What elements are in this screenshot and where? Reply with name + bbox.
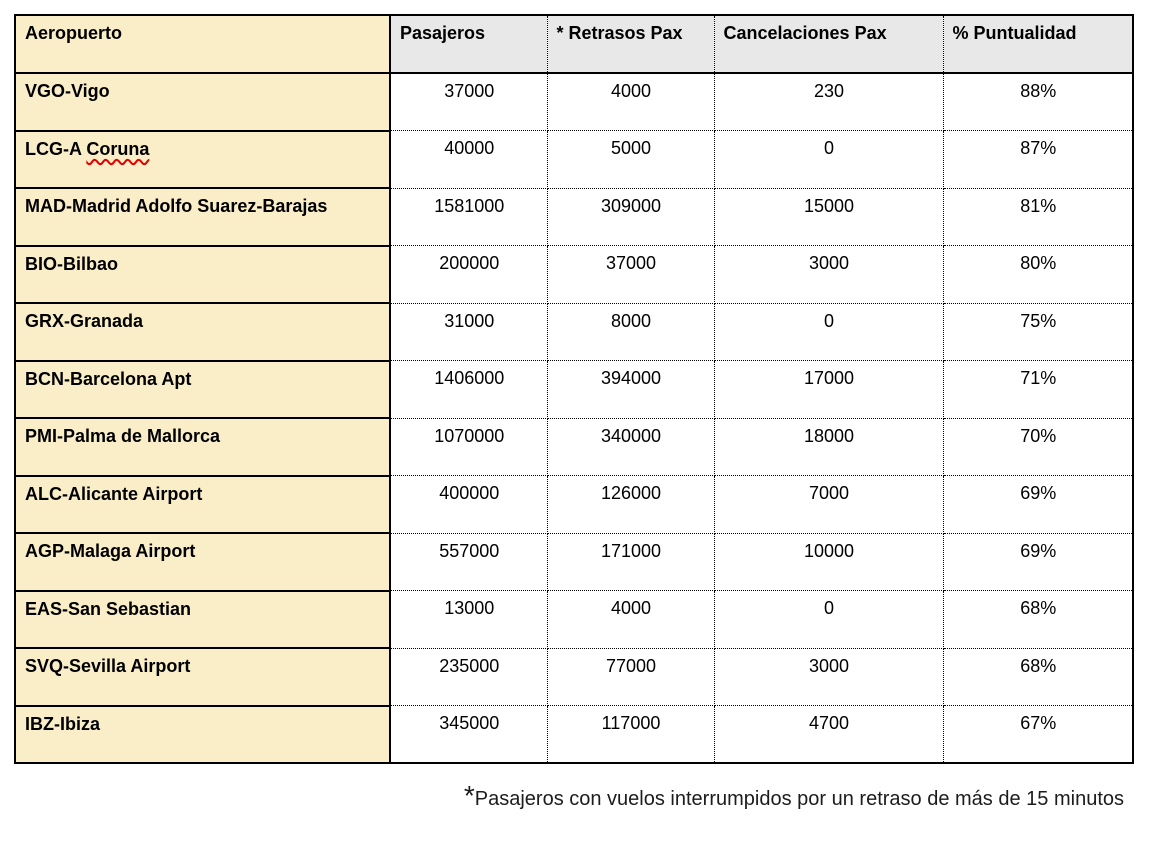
- table-row: [15, 73, 1133, 131]
- pasajeros-cell: 345000: [390, 706, 547, 764]
- header-row: [15, 15, 1133, 73]
- retrasos-pax-cell: 309000: [547, 188, 714, 246]
- cancelaciones-pax-cell: 18000: [714, 418, 943, 476]
- table-row: [15, 591, 1133, 649]
- retrasos-pax-cell: 77000: [547, 648, 714, 706]
- puntualidad-cell: 81%: [943, 188, 1133, 246]
- retrasos-pax-cell: 117000: [547, 706, 714, 764]
- puntualidad-cell: 68%: [943, 591, 1133, 649]
- pasajeros-cell: 1581000: [390, 188, 547, 246]
- pasajeros-cell: 40000: [390, 131, 547, 189]
- table-body: [15, 73, 1133, 763]
- column-header-aeropuerto: Aeropuerto: [15, 15, 390, 73]
- retrasos-pax-cell: 126000: [547, 476, 714, 534]
- retrasos-pax-cell: 8000: [547, 303, 714, 361]
- table-row: [15, 188, 1133, 246]
- puntualidad-cell: 88%: [943, 73, 1133, 131]
- airport-name-text: LCG-A: [25, 138, 87, 159]
- pasajeros-cell: 235000: [390, 648, 547, 706]
- cancelaciones-pax-cell: 0: [714, 591, 943, 649]
- column-header-puntualidad: % Puntualidad: [943, 15, 1133, 73]
- footnote-asterisk: *: [463, 780, 475, 811]
- cancelaciones-pax-cell: 3000: [714, 648, 943, 706]
- pasajeros-cell: 200000: [390, 246, 547, 304]
- footnote: [14, 780, 1124, 811]
- airport-name-cell: PMI-Palma de Mallorca: [15, 418, 390, 476]
- retrasos-pax-cell: 5000: [547, 131, 714, 189]
- puntualidad-cell: 70%: [943, 418, 1133, 476]
- puntualidad-cell: 69%: [943, 476, 1133, 534]
- cancelaciones-pax-cell: 230: [714, 73, 943, 131]
- table-row: [15, 246, 1133, 304]
- table-header: [15, 15, 1133, 73]
- airport-name-cell: MAD-Madrid Adolfo Suarez-Barajas: [15, 188, 390, 246]
- column-header-pasajeros: Pasajeros: [390, 15, 547, 73]
- airport-name-cell: IBZ-Ibiza: [15, 706, 390, 764]
- retrasos-pax-cell: 37000: [547, 246, 714, 304]
- puntualidad-cell: 69%: [943, 533, 1133, 591]
- airport-name-cell: VGO-Vigo: [15, 73, 390, 131]
- airports-table: [14, 14, 1134, 764]
- retrasos-pax-cell: 340000: [547, 418, 714, 476]
- table-row: [15, 476, 1133, 534]
- column-header-retrasos-pax: * Retrasos Pax: [547, 15, 714, 73]
- cancelaciones-pax-cell: 10000: [714, 533, 943, 591]
- table-row: [15, 361, 1133, 419]
- puntualidad-cell: 68%: [943, 648, 1133, 706]
- cancelaciones-pax-cell: 0: [714, 303, 943, 361]
- table-row: [15, 303, 1133, 361]
- table-row: [15, 648, 1133, 706]
- cancelaciones-pax-cell: 3000: [714, 246, 943, 304]
- retrasos-pax-cell: 394000: [547, 361, 714, 419]
- cancelaciones-pax-cell: 15000: [714, 188, 943, 246]
- airport-name-cell: BIO-Bilbao: [15, 246, 390, 304]
- retrasos-pax-cell: 4000: [547, 73, 714, 131]
- airport-name-cell: ALC-Alicante Airport: [15, 476, 390, 534]
- puntualidad-cell: 71%: [943, 361, 1133, 419]
- table-row: [15, 706, 1133, 764]
- airport-name-cell: GRX-Granada: [15, 303, 390, 361]
- pasajeros-cell: 1070000: [390, 418, 547, 476]
- pasajeros-cell: 31000: [390, 303, 547, 361]
- airport-name-cell: SVQ-Sevilla Airport: [15, 648, 390, 706]
- cancelaciones-pax-cell: 7000: [714, 476, 943, 534]
- puntualidad-cell: 75%: [943, 303, 1133, 361]
- pasajeros-cell: 1406000: [390, 361, 547, 419]
- retrasos-pax-cell: 171000: [547, 533, 714, 591]
- retrasos-pax-cell: 4000: [547, 591, 714, 649]
- table-row: [15, 418, 1133, 476]
- cancelaciones-pax-cell: 17000: [714, 361, 943, 419]
- puntualidad-cell: 87%: [943, 131, 1133, 189]
- airport-name-cell: AGP-Malaga Airport: [15, 533, 390, 591]
- pasajeros-cell: 37000: [390, 73, 547, 131]
- airport-name-cell: EAS-San Sebastian: [15, 591, 390, 649]
- cancelaciones-pax-cell: 0: [714, 131, 943, 189]
- airport-name-cell: BCN-Barcelona Apt: [15, 361, 390, 419]
- puntualidad-cell: 67%: [943, 706, 1133, 764]
- table-row: [15, 131, 1133, 189]
- column-header-cancelaciones-pax: Cancelaciones Pax: [714, 15, 943, 73]
- footnote-text: Pasajeros con vuelos interrumpidos por un retraso de más de 15 minutos: [474, 788, 1124, 810]
- pasajeros-cell: 400000: [390, 476, 547, 534]
- cancelaciones-pax-cell: 4700: [714, 706, 943, 764]
- table-row: [15, 533, 1133, 591]
- pasajeros-cell: 557000: [390, 533, 547, 591]
- airport-name-cell: [15, 131, 390, 189]
- pasajeros-cell: 13000: [390, 591, 547, 649]
- puntualidad-cell: 80%: [943, 246, 1133, 304]
- spellcheck-underlined-word: Coruna: [86, 138, 150, 159]
